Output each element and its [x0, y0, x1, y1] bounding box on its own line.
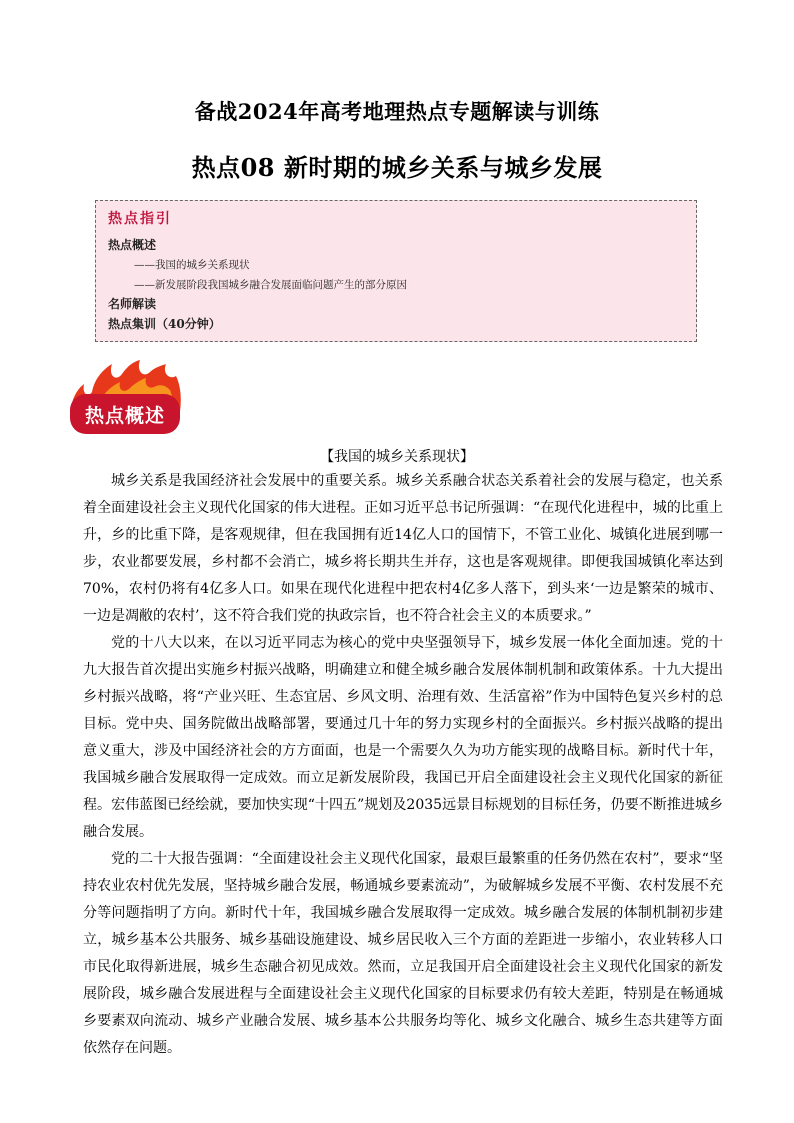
- document-title: 备战2024年高考地理热点专题解读与训练: [194, 99, 600, 124]
- document-subtitle: 热点08 新时期的城乡关系与城乡发展: [191, 153, 603, 182]
- badge-label: 热点概述: [84, 405, 165, 427]
- paragraph-1: 城乡关系是我国经济社会发展中的重要关系。城乡关系融合状态关系着社会的发展与稳定，也关系着全面建设社会主义现代化国家的伟大进程。正如习近平总书记所强调：“在现代化进程中，城的比重上升，乡的比重下降，是客观规律，但在我国拥有近14亿人口的国情下，不管工业化、城镇化进展到哪一步，农业都要发展，乡村都不会消亡，城乡将长期共生并存，这也是客观规律。即便我国城镇化率达到70%，农村仍将有4亿多人口。如果在现代化进程中把农村4亿多人落下，到头来‘一边是繁荣的城市、一边是凋敝的农村’，这不符合我们党的执政宗旨，也不符合社会主义的本质要求。”: [83, 473, 723, 624]
- guide-subitem-causes: ——新发展阶段我国城乡融合发展面临问题产生的部分原因: [134, 279, 407, 291]
- guide-item-teacher: 名师解读: [108, 297, 157, 311]
- guide-subitem-status: ——我国的城乡关系现状: [134, 259, 250, 271]
- guide-heading: 热点指引: [108, 211, 172, 227]
- section-body: [83, 468, 723, 1062]
- paragraph-3: 党的二十大报告强调：“全面建设社会主义现代化国家，最艰巨最繁重的任务仍然在农村”，要求“坚持农业农村优先发展，坚持城乡融合发展，畅通城乡要素流动”，为破解城乡发展不平衡、农村发展不充分等问题指明了方向。新时代十年，我国城乡融合发展取得一定成效。城乡融合发展的体制机制初步建立，城乡基本公共服务、城乡基础设施建设、城乡居民收入三个方面的差距进一步缩小，农业转移人口市民化取得新进展，城乡生态融合初见成效。然而，立足我国开启全面建设社会主义现代化国家的新发展阶段，城乡融合发展进程与全面建设社会主义现代化国家的目标要求仍有较大差距，特别是在畅通城乡要素双向流动、城乡产业融合发展、城乡基本公共服务均等化、城乡文化融合、城乡生态共建等方面依然存在问题。: [83, 851, 723, 1056]
- section-heading: 【我国的城乡关系现状】: [320, 449, 474, 465]
- guide-item-overview: 热点概述: [108, 238, 157, 252]
- guide-item-training: 热点集训（40分钟）: [108, 317, 221, 331]
- hotspot-overview-badge: [66, 360, 184, 438]
- paragraph-2: 党的十八大以来，在以习近平同志为核心的党中央坚强领导下，城乡发展一体化全面加速。党的十九大报告首次提出实施乡村振兴战略，明确建立和健全城乡融合发展体制机制和政策体系。十九大提出乡村振兴战略，将“产业兴旺、生态宜居、乡风文明、治理有效、生活富裕”作为中国特色复兴乡村的总目标。党中央、国务院做出战略部署，要通过几十年的努力实现乡村的全面振兴。乡村振兴战略的提出意义重大，涉及中国经济社会的方方面面，也是一个需要久久为功方能实现的战略目标。新时代十年，我国城乡融合发展取得一定成效。而立足新发展阶段，我国已开启全面建设社会主义现代化国家的新征程。宏伟蓝图已经绘就，要加快实现“十四五”规划及2035远景目标规划的目标任务，仍要不断推进城乡融合发展。: [83, 635, 723, 840]
- hotspot-guide-box: [95, 200, 697, 342]
